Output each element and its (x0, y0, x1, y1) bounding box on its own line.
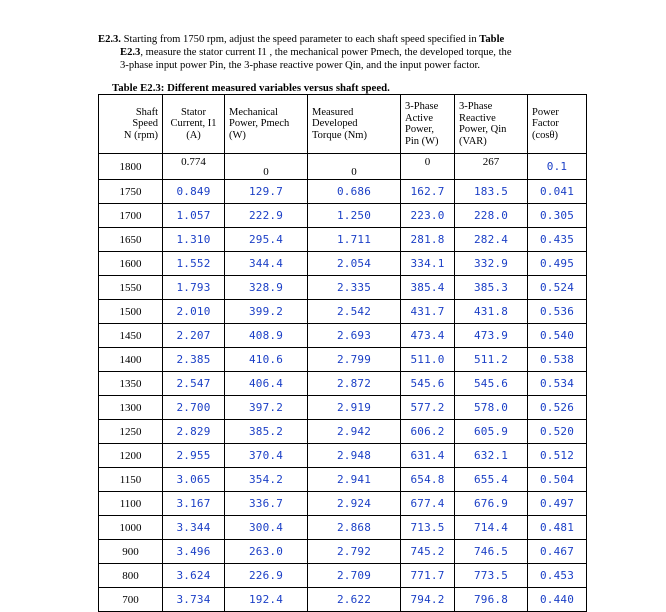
cell-power-factor: 0.540 (528, 324, 587, 348)
cell-current: 1.793 (163, 276, 225, 300)
cell-reactive-power: 676.9 (455, 492, 528, 516)
cell-current: 0.774 (163, 154, 225, 180)
table-row (99, 396, 587, 420)
cell-active-power: 631.4 (401, 444, 455, 468)
table-row (99, 180, 587, 204)
cell-speed: 1250 (99, 420, 163, 444)
cell-reactive-power: 632.1 (455, 444, 528, 468)
cell-reactive-power: 796.8 (455, 588, 528, 612)
cell-reactive-power: 431.8 (455, 300, 528, 324)
cell-mech-power: 399.2 (225, 300, 308, 324)
table-row (99, 324, 587, 348)
cell-active-power: 677.4 (401, 492, 455, 516)
cell-reactive-power: 773.5 (455, 564, 528, 588)
cell-mech-power: 328.9 (225, 276, 308, 300)
cell-current: 3.496 (163, 540, 225, 564)
cell-power-factor: 0.305 (528, 204, 587, 228)
cell-mech-power: 336.7 (225, 492, 308, 516)
cell-reactive-power: 332.9 (455, 252, 528, 276)
header-reactive-power: 3-Phase Reactive Power, Qin (VAR) (455, 95, 528, 154)
cell-mech-power: 0 (225, 154, 308, 180)
cell-current: 2.700 (163, 396, 225, 420)
cell-speed: 1550 (99, 276, 163, 300)
cell-reactive-power: 746.5 (455, 540, 528, 564)
cell-current: 3.344 (163, 516, 225, 540)
cell-speed: 1350 (99, 372, 163, 396)
cell-reactive-power: 655.4 (455, 468, 528, 492)
cell-speed: 900 (99, 540, 163, 564)
cell-active-power: 162.7 (401, 180, 455, 204)
cell-speed: 1300 (99, 396, 163, 420)
table-row (99, 252, 587, 276)
cell-torque: 2.054 (308, 252, 401, 276)
cell-current: 1.552 (163, 252, 225, 276)
cell-reactive-power: 511.2 (455, 348, 528, 372)
cell-power-factor: 0.481 (528, 516, 587, 540)
table-row (99, 204, 587, 228)
cell-mech-power: 406.4 (225, 372, 308, 396)
cell-reactive-power: 473.9 (455, 324, 528, 348)
cell-reactive-power: 385.3 (455, 276, 528, 300)
cell-torque: 0.686 (308, 180, 401, 204)
cell-mech-power: 385.2 (225, 420, 308, 444)
table-row-1800 (99, 154, 587, 180)
cell-mech-power: 410.6 (225, 348, 308, 372)
cell-mech-power: 222.9 (225, 204, 308, 228)
cell-torque: 1.711 (308, 228, 401, 252)
cell-power-factor: 0.524 (528, 276, 587, 300)
table-row (99, 492, 587, 516)
cell-power-factor: 0.520 (528, 420, 587, 444)
cell-torque: 2.799 (308, 348, 401, 372)
cell-power-factor: 0.435 (528, 228, 587, 252)
cell-speed: 1400 (99, 348, 163, 372)
table-ref-2: E2.3 (120, 47, 141, 58)
cell-active-power: 281.8 (401, 228, 455, 252)
cell-torque: 2.335 (308, 276, 401, 300)
cell-reactive-power: 267 (455, 154, 528, 180)
instruction-line-3: 3-phase input power Pin, the 3-phase reactive power Qin, and the input power factor. (120, 60, 481, 71)
cell-current: 0.849 (163, 180, 225, 204)
cell-active-power: 223.0 (401, 204, 455, 228)
cell-speed: 1500 (99, 300, 163, 324)
cell-power-factor: 0.504 (528, 468, 587, 492)
cell-power-factor: 0.512 (528, 444, 587, 468)
cell-speed: 1100 (99, 492, 163, 516)
cell-active-power: 771.7 (401, 564, 455, 588)
cell-current: 3.734 (163, 588, 225, 612)
instruction-line-2 (98, 46, 598, 59)
cell-power-factor: 0.536 (528, 300, 587, 324)
header-active-power: 3-Phase Active Power, Pin (W) (401, 95, 455, 154)
cell-active-power: 794.2 (401, 588, 455, 612)
cell-active-power: 654.8 (401, 468, 455, 492)
header-developed-torque: Measured Developed Torque (Nm) (308, 95, 401, 154)
instruction-line-1: Starting from 1750 rpm, adjust the speed parameter to each shaft speed specified in (123, 34, 477, 45)
cell-torque: 2.542 (308, 300, 401, 324)
cell-mech-power: 344.4 (225, 252, 308, 276)
header-power-factor: Power Factor (cosθ) (528, 95, 587, 154)
cell-active-power: 577.2 (401, 396, 455, 420)
cell-active-power: 606.2 (401, 420, 455, 444)
cell-reactive-power: 578.0 (455, 396, 528, 420)
cell-speed: 1000 (99, 516, 163, 540)
exercise-label: E2.3. (98, 34, 121, 45)
cell-active-power: 473.4 (401, 324, 455, 348)
cell-active-power: 713.5 (401, 516, 455, 540)
cell-current: 2.385 (163, 348, 225, 372)
cell-torque: 2.948 (308, 444, 401, 468)
cell-speed: 800 (99, 564, 163, 588)
cell-speed: 1150 (99, 468, 163, 492)
cell-power-factor: 0.1 (528, 154, 587, 180)
cell-torque: 2.872 (308, 372, 401, 396)
cell-power-factor: 0.453 (528, 564, 587, 588)
cell-speed: 1750 (99, 180, 163, 204)
cell-speed: 700 (99, 588, 163, 612)
table-row (99, 276, 587, 300)
cell-mech-power: 295.4 (225, 228, 308, 252)
table-row (99, 564, 587, 588)
cell-power-factor: 0.534 (528, 372, 587, 396)
cell-power-factor: 0.497 (528, 492, 587, 516)
cell-current: 1.310 (163, 228, 225, 252)
cell-current: 2.955 (163, 444, 225, 468)
cell-mech-power: 129.7 (225, 180, 308, 204)
cell-reactive-power: 228.0 (455, 204, 528, 228)
cell-power-factor: 0.538 (528, 348, 587, 372)
exercise-instructions (98, 33, 598, 72)
cell-reactive-power: 282.4 (455, 228, 528, 252)
cell-mech-power: 408.9 (225, 324, 308, 348)
cell-current: 3.624 (163, 564, 225, 588)
cell-mech-power: 263.0 (225, 540, 308, 564)
cell-active-power: 545.6 (401, 372, 455, 396)
header-shaft-speed: Shaft Speed N (rpm) (99, 95, 163, 154)
table-row (99, 372, 587, 396)
cell-active-power: 431.7 (401, 300, 455, 324)
measurement-table (98, 94, 587, 612)
cell-mech-power: 192.4 (225, 588, 308, 612)
cell-torque: 2.942 (308, 420, 401, 444)
table-row (99, 540, 587, 564)
cell-power-factor: 0.467 (528, 540, 587, 564)
cell-active-power: 385.4 (401, 276, 455, 300)
cell-power-factor: 0.526 (528, 396, 587, 420)
cell-torque: 1.250 (308, 204, 401, 228)
table-caption: Table E2.3: Different measured variables versus shaft speed. (112, 82, 390, 94)
table-header-row (99, 95, 587, 154)
cell-speed: 1200 (99, 444, 163, 468)
cell-reactive-power: 183.5 (455, 180, 528, 204)
cell-reactive-power: 714.4 (455, 516, 528, 540)
cell-active-power: 334.1 (401, 252, 455, 276)
cell-active-power: 0 (401, 154, 455, 180)
table-row (99, 588, 587, 612)
table-row (99, 300, 587, 324)
cell-current: 2.547 (163, 372, 225, 396)
cell-torque: 2.924 (308, 492, 401, 516)
cell-active-power: 745.2 (401, 540, 455, 564)
cell-active-power: 511.0 (401, 348, 455, 372)
cell-mech-power: 370.4 (225, 444, 308, 468)
cell-torque: 2.622 (308, 588, 401, 612)
cell-reactive-power: 545.6 (455, 372, 528, 396)
cell-torque: 2.709 (308, 564, 401, 588)
cell-speed: 1700 (99, 204, 163, 228)
cell-torque: 2.693 (308, 324, 401, 348)
cell-power-factor: 0.440 (528, 588, 587, 612)
header-mechanical-power: Mechanical Power, Pmech (W) (225, 95, 308, 154)
table-row (99, 516, 587, 540)
cell-speed: 1800 (99, 154, 163, 180)
cell-power-factor: 0.495 (528, 252, 587, 276)
cell-mech-power: 226.9 (225, 564, 308, 588)
cell-current: 2.010 (163, 300, 225, 324)
cell-torque: 2.941 (308, 468, 401, 492)
cell-mech-power: 397.2 (225, 396, 308, 420)
table-row (99, 348, 587, 372)
header-stator-current: Stator Current, I1 (A) (163, 95, 225, 154)
cell-mech-power: 354.2 (225, 468, 308, 492)
table-row (99, 468, 587, 492)
cell-speed: 1600 (99, 252, 163, 276)
table-ref-1: Table (479, 34, 505, 45)
cell-current: 3.167 (163, 492, 225, 516)
instruction-line-2-text: , measure the stator current I1 , the mechanical power Pmech, the developed torque, the (140, 47, 512, 58)
cell-power-factor: 0.041 (528, 180, 587, 204)
table-row (99, 444, 587, 468)
table-row (99, 228, 587, 252)
cell-torque: 2.792 (308, 540, 401, 564)
cell-mech-power: 300.4 (225, 516, 308, 540)
table-row (99, 420, 587, 444)
cell-torque: 0 (308, 154, 401, 180)
cell-current: 1.057 (163, 204, 225, 228)
cell-torque: 2.868 (308, 516, 401, 540)
cell-current: 3.065 (163, 468, 225, 492)
cell-speed: 1650 (99, 228, 163, 252)
cell-speed: 1450 (99, 324, 163, 348)
cell-torque: 2.919 (308, 396, 401, 420)
cell-reactive-power: 605.9 (455, 420, 528, 444)
cell-current: 2.829 (163, 420, 225, 444)
cell-current: 2.207 (163, 324, 225, 348)
